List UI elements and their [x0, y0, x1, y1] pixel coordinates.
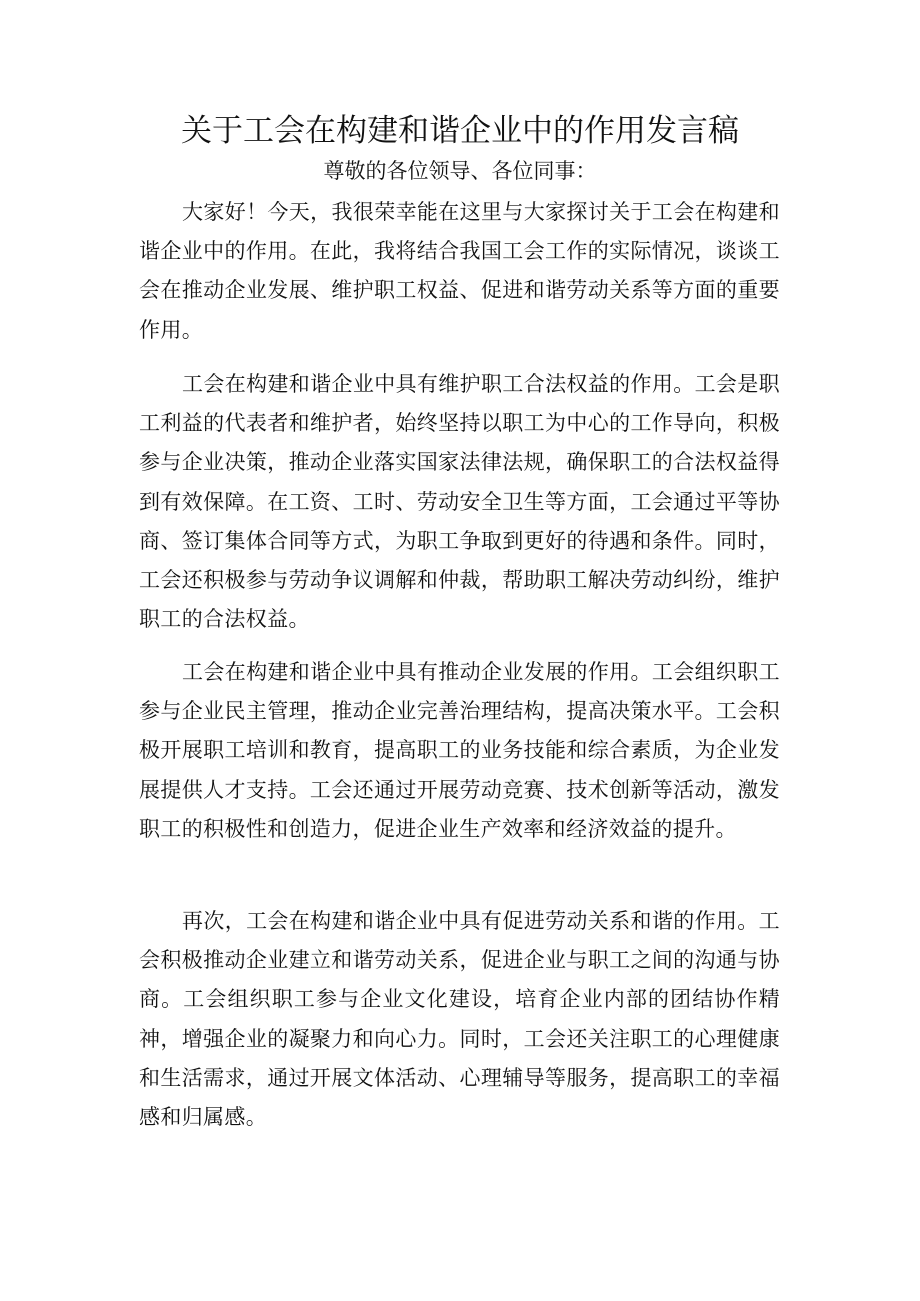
paragraph-promote-development: 工会在构建和谐企业中具有推动企业发展的作用。工会组织职工参与企业民主管理，推动企业完善治理结构，提高决策水平。工会积极开展职工培训和教育，提高职工的业务技能和综合素质，为企业发展提供人才支持。工会还通过开展劳动竞赛、技术创新等活动，激发职工的积极性和创造力，促进企业生产效率和经济效益的提升。	[139, 660, 780, 841]
paragraph-harmonious-relations: 再次，工会在构建和谐企业中具有促进劳动关系和谐的作用。工会积极推动企业建立和谐劳动关系，促进企业与职工之间的沟通与协商。工会组织职工参与企业文化建设，培育企业内部的团结协作精神，增强企业的凝聚力和向心力。同时，工会还关注职工的心理健康和生活需求，通过开展文体活动、心理辅导等服务，提高职工的幸福感和归属感。	[139, 909, 780, 1130]
document-title: 关于工会在构建和谐企业中的作用发言稿	[181, 113, 739, 149]
paragraph-protect-rights: 工会在构建和谐企业中具有维护职工合法权益的作用。工会是职工利益的代表者和维护者，始终坚持以职工为中心的工作导向，积极参与企业决策，推动企业落实国家法律法规，确保职工的合法权益得到有效保障。在工资、工时、劳动安全卫生等方面，工会通过平等协商、签订集体合同等方式，为职工争取到更好的待遇和条件。同时，工会还积极参与劳动争议调解和仲裁，帮助职工解决劳动纠纷，维护职工的合法权益。	[139, 372, 780, 632]
paragraph-intro: 大家好！今天，我很荣幸能在这里与大家探讨关于工会在构建和谐企业中的作用。在此，我将结合我国工会工作的实际情况，谈谈工会在推动企业发展、维护职工权益、促进和谐劳动关系等方面的重要作用。	[139, 200, 780, 342]
salutation: 尊敬的各位领导、各位同事：	[323, 159, 597, 183]
